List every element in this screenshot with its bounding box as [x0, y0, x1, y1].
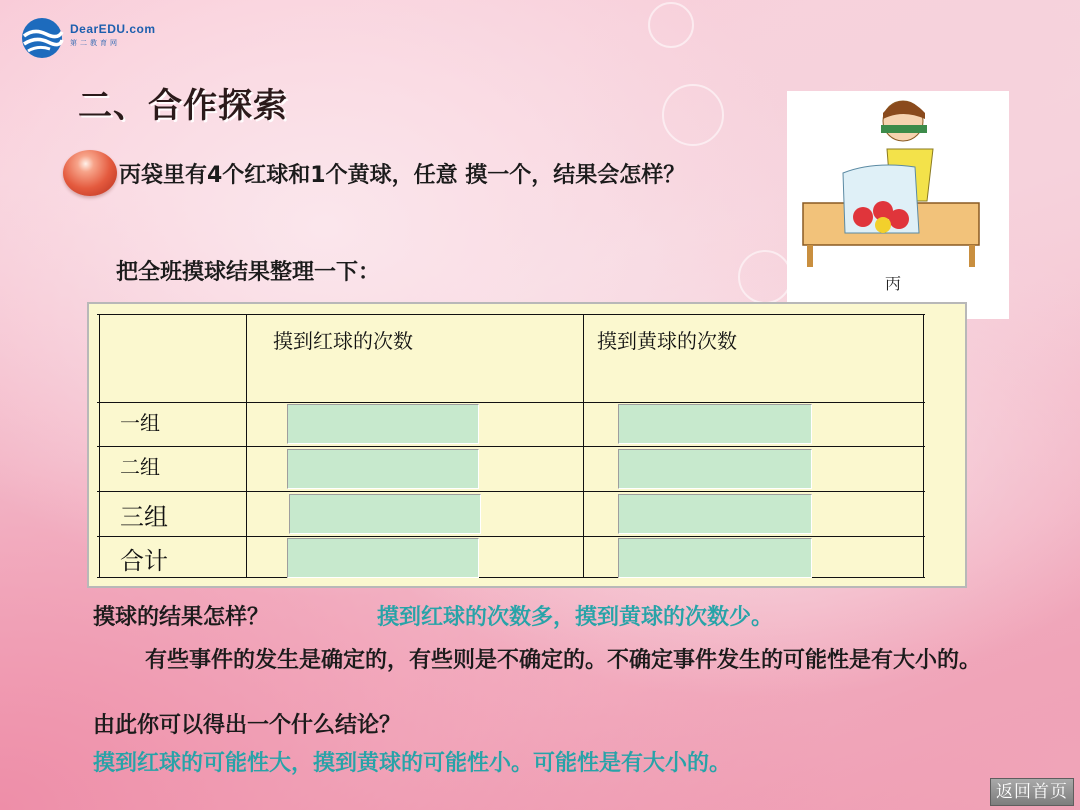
decor-bubble [662, 84, 724, 146]
blindfold-girl-illustration [787, 91, 1009, 319]
explanation-paragraph: 有些事件的发生是确定的，有些则是不确定的。不确定事件发生的可能性是有大小的。 [145, 648, 982, 673]
instruction-text: 把全班摸球结果整理一下： [116, 260, 381, 285]
logo-subtext: 第二教育网 [70, 39, 120, 47]
input-cell-yellow-group2[interactable] [618, 449, 812, 489]
input-cell-yellow-total[interactable] [618, 538, 812, 578]
result-question: 摸球的结果怎样？ [93, 605, 270, 630]
conclusion-question: 由此你可以得出一个什么结论？ [93, 713, 402, 738]
red-ball-icon [63, 150, 117, 196]
site-logo [18, 16, 178, 60]
input-cell-red-group2[interactable] [287, 449, 479, 489]
column-header-red: 摸到红球的次数 [273, 329, 413, 353]
row-label-group2: 二组 [120, 455, 160, 479]
decor-bubble [648, 2, 694, 48]
input-cell-red-total[interactable] [287, 538, 479, 578]
decor-bubble [738, 250, 792, 304]
row-label-total: 合计 [120, 547, 168, 575]
return-home-button[interactable]: 返回首页 [990, 778, 1074, 806]
input-cell-red-group3[interactable] [289, 494, 481, 534]
input-cell-red-group1[interactable] [287, 404, 479, 444]
row-label-group1: 一组 [120, 411, 160, 435]
question-text: 丙袋里有4个红球和1个黄球，任意 摸一个，结果会怎样？ [119, 163, 686, 188]
input-cell-yellow-group3[interactable] [618, 494, 812, 534]
page-title: 二、合作探索 [78, 86, 288, 126]
picture-label: 丙 [885, 274, 902, 293]
row-label-group3: 三组 [120, 503, 168, 531]
conclusion-answer: 摸到红球的可能性大，摸到黄球的可能性小。可能性是有大小的。 [93, 751, 732, 776]
table-grid [97, 314, 925, 578]
result-answer: 摸到红球的次数多，摸到黄球的次数少。 [377, 605, 774, 630]
logo-mark-icon [18, 16, 66, 60]
result-table [87, 302, 967, 588]
column-header-yellow: 摸到黄球的次数 [597, 329, 737, 353]
logo-text: DearEDU.com [70, 22, 156, 36]
input-cell-yellow-group1[interactable] [618, 404, 812, 444]
